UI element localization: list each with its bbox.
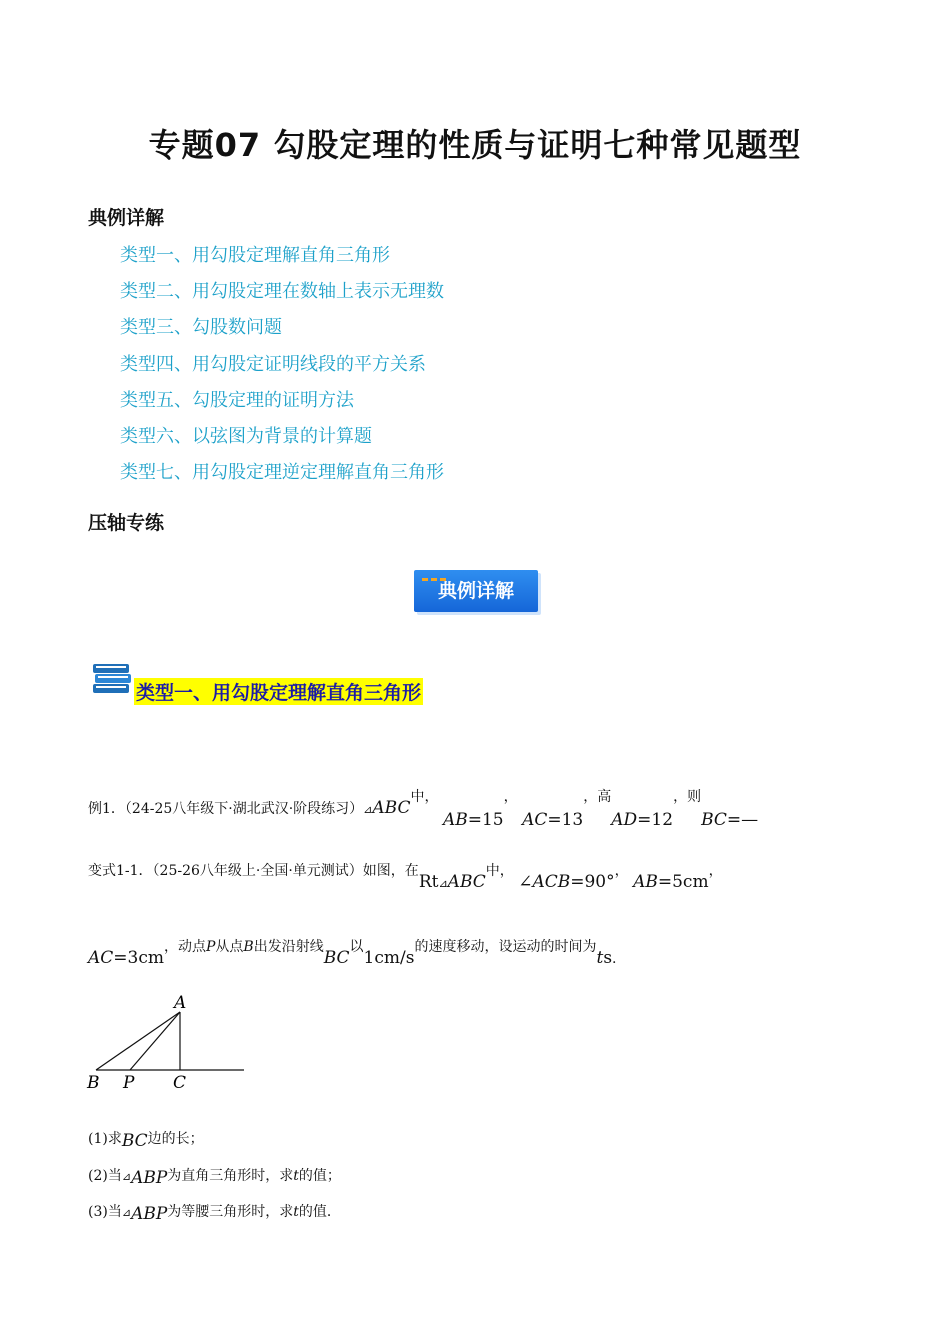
q2-mid: 为直角三角形时，求 — [167, 1168, 294, 1184]
q1-prefix: (1)求 — [88, 1131, 122, 1147]
math-ac: AC — [522, 810, 548, 830]
math-abp: ABP — [131, 1168, 168, 1188]
text-along-ray: 出发沿射线 — [253, 939, 324, 955]
math-abc: ABC — [447, 872, 486, 892]
var-b: B — [243, 939, 254, 955]
q3-suffix: 的值． — [298, 1204, 341, 1220]
variant-1-1-continued — [88, 936, 617, 968]
toc-item-2[interactable]: 类型二、用勾股定理在数轴上表示无理数 — [120, 281, 444, 302]
q2-prefix: (2)当 — [88, 1168, 122, 1184]
math-eq3: =3cm — [113, 948, 164, 968]
section-heading-examples: 典例详解 — [88, 207, 165, 229]
banner-label: 典例详解 — [437, 580, 514, 602]
math-speed: 1cm/s — [363, 948, 415, 968]
angle-symbol: ∠ — [518, 872, 533, 892]
math-eq15: =15 — [467, 810, 504, 830]
triangle-symbol: ⊿ — [438, 877, 448, 890]
question-2 — [88, 1165, 341, 1188]
triangle-figure — [84, 990, 254, 1095]
answer-blank: =— — [726, 810, 759, 830]
q3-mid: 为等腰三角形时，求 — [167, 1204, 294, 1220]
math-abp: ABP — [131, 1204, 168, 1224]
math-eq90: =90° — [570, 872, 615, 892]
label-c: C — [173, 1073, 187, 1093]
var-t: t — [293, 1204, 299, 1220]
var-t: t — [293, 1168, 299, 1184]
variant-1-1 — [88, 860, 723, 892]
text-ze: 则 — [687, 789, 702, 805]
triangle-symbol: ⊿ — [121, 1206, 132, 1219]
math-t: t — [596, 948, 604, 968]
math-ab: AB — [442, 810, 468, 830]
text-zhong: 中， — [410, 789, 439, 805]
example-1 — [88, 789, 759, 830]
math-s: s — [603, 948, 613, 968]
text-yi: 以 — [349, 939, 364, 955]
var-p: P — [206, 939, 216, 955]
question-3 — [88, 1201, 341, 1224]
text-from-point: 从点 — [215, 939, 244, 955]
example-1-prefix: 例1．（24-25八年级下·湖北武汉·阶段练习） — [88, 801, 364, 817]
math-bc: BC — [701, 810, 727, 830]
variant-1-1-prefix: 变式1-1．（25-26八年级上·全国·单元测试）如图，在 — [88, 863, 419, 879]
question-1 — [88, 1128, 204, 1151]
label-p: P — [123, 1073, 135, 1093]
text-gao: 高 — [597, 789, 612, 805]
section-heading-practice: 压轴专练 — [88, 512, 165, 534]
type-heading-label: 类型一、用勾股定理解直角三角形 — [134, 678, 423, 705]
period: . — [612, 951, 617, 967]
math-acb: ACB — [532, 872, 571, 892]
math-rt: Rt — [418, 872, 439, 892]
text-speed-time: 的速度移动，设运动的时间为 — [414, 939, 597, 955]
comma: ， — [583, 789, 598, 805]
toc-item-1[interactable]: 类型一、用勾股定理解直角三角形 — [120, 245, 390, 266]
comma: ， — [614, 863, 629, 879]
math-abc: ABC — [372, 798, 411, 818]
math-eq5: =5cm — [657, 872, 709, 892]
math-bc: BC — [121, 1131, 148, 1151]
label-b: B — [87, 1073, 100, 1093]
q1-suffix: 边的长； — [147, 1131, 204, 1147]
q3-prefix: (3)当 — [88, 1204, 122, 1220]
math-ab: AB — [633, 872, 658, 892]
text-zhong: 中， — [485, 863, 514, 879]
toc-item-6[interactable]: 类型六、以弦图为背景的计算题 — [120, 426, 372, 447]
triangle-symbol: ⊿ — [363, 803, 373, 816]
math-ac: AC — [88, 948, 114, 968]
toc-item-5[interactable]: 类型五、勾股定理的证明方法 — [120, 390, 354, 411]
toc-item-3[interactable]: 类型三、勾股数问题 — [120, 317, 282, 338]
toc-item-7[interactable]: 类型七、用勾股定理逆定理解直角三角形 — [120, 462, 444, 483]
comma: ， — [708, 863, 723, 879]
books-icon — [90, 656, 134, 700]
label-a: A — [174, 993, 187, 1013]
comma: ， — [673, 789, 688, 805]
math-bc: BC — [323, 948, 350, 968]
math-ad: AD — [611, 810, 638, 830]
math-eq13: =13 — [547, 810, 584, 830]
section-banner — [414, 566, 542, 616]
toc-item-4[interactable]: 类型四、用勾股定证明线段的平方关系 — [120, 354, 426, 375]
comma: ， — [503, 789, 518, 805]
page-title: 专题07 勾股定理的性质与证明七种常见题型 — [148, 126, 802, 164]
q2-suffix: 的值； — [298, 1168, 341, 1184]
math-eq12: =12 — [637, 810, 674, 830]
triangle-symbol: ⊿ — [121, 1170, 132, 1183]
text-moving-point: ，动点 — [164, 939, 206, 955]
